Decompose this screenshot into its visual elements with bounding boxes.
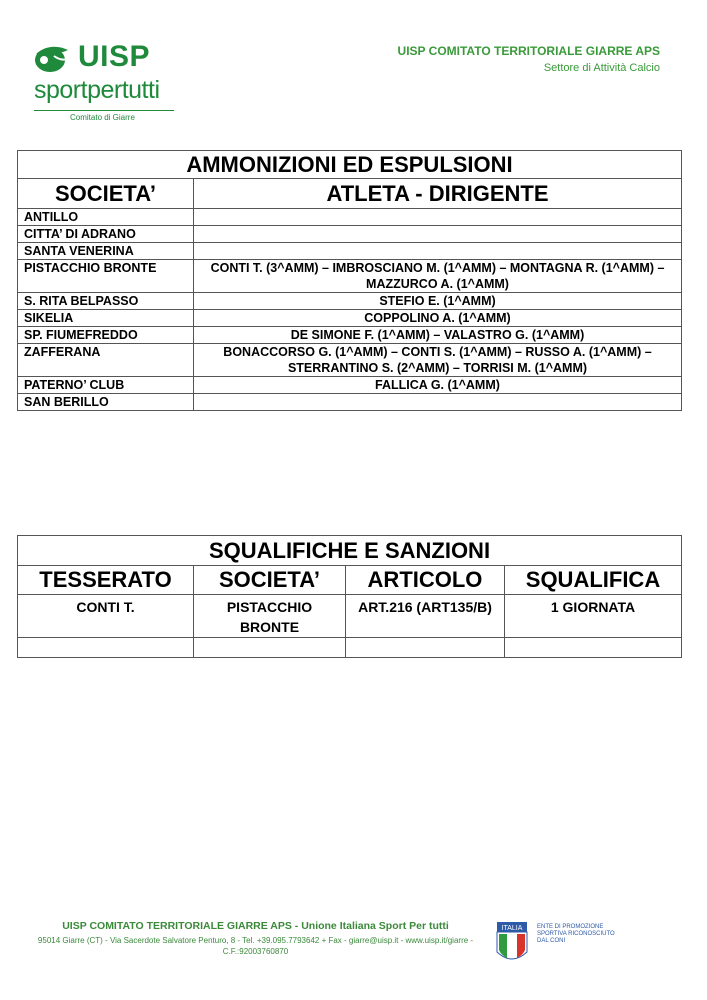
tesserato-cell <box>18 638 194 658</box>
atleta-cell: DE SIMONE F. (1^AMM) – VALASTRO G. (1^AMM) <box>194 327 682 344</box>
articolo-cell <box>346 638 505 658</box>
table-row <box>18 595 682 638</box>
col-header-societa: SOCIETA’ <box>18 179 194 209</box>
table-row <box>18 327 682 344</box>
col-header-atleta: ATLETA - DIRIGENTE <box>194 179 682 209</box>
col-header-squalifica: SQUALIFICA <box>505 566 682 595</box>
table-row <box>18 293 682 310</box>
ammonizioni-title: AMMONIZIONI ED ESPULSIONI <box>18 151 682 179</box>
logo-divider <box>34 110 174 111</box>
societa-cell: S. RITA BELPASSO <box>18 293 194 310</box>
atleta-cell <box>194 243 682 260</box>
societa-cell: PISTACCHIO BRONTE <box>194 595 346 638</box>
footer-title: UISP COMITATO TERRITORIALE GIARRE APS - Unione Italiana Sport Per tutti <box>62 920 449 932</box>
societa-cell: CITTA’ DI ADRANO <box>18 226 194 243</box>
footer-address: 95014 Giarre (CT) - Via Sacerdote Salvatore Penturo, 8 - Tel. +39.095.7793642 + Fax - giarre@uisp.it - www.uisp.it/giarre - C.F.:92003760870 <box>37 936 474 956</box>
logo-uisp-text: UISP <box>78 40 151 73</box>
uisp-logo <box>30 40 180 125</box>
atleta-cell: BONACCORSO G. (1^AMM) – CONTI S. (1^AMM) – RUSSO A. (1^AMM) – STERRANTINO S. (2^AMM) – TORRISI M. (1^AMM) <box>194 344 682 377</box>
table-row <box>18 243 682 260</box>
uisp-emblem-icon <box>30 40 76 76</box>
societa-cell: SANTA VENERINA <box>18 243 194 260</box>
ammonizioni-table <box>17 150 682 411</box>
logo-sport-text: sportpertutti <box>34 76 160 104</box>
squalifiche-title: SQUALIFICHE E SANZIONI <box>18 536 682 566</box>
table-row <box>18 394 682 411</box>
table-row <box>18 260 682 293</box>
table-row <box>18 209 682 226</box>
societa-cell: SP. FIUMEFREDDO <box>18 327 194 344</box>
table-row <box>18 344 682 377</box>
societa-cell <box>194 638 346 658</box>
header-subtitle: Settore di Attività Calcio <box>543 62 660 74</box>
atleta-cell: CONTI T. (3^AMM) – IMBROSCIANO M. (1^AMM) – MONTAGNA R. (1^AMM) – MAZZURCO A. (1^AMM) <box>194 260 682 293</box>
header-info <box>398 44 660 74</box>
articolo-cell: ART.216 (ART135/B) <box>346 595 505 638</box>
footer <box>28 920 483 957</box>
societa-cell: PATERNO’ CLUB <box>18 377 194 394</box>
squalifica-cell <box>505 638 682 658</box>
societa-cell: SAN BERILLO <box>18 394 194 411</box>
coni-label: ITALIA <box>501 925 523 932</box>
coni-shield-icon <box>495 920 531 968</box>
atleta-cell: FALLICA G. (1^AMM) <box>194 377 682 394</box>
societa-cell: SIKELIA <box>18 310 194 327</box>
table-row <box>18 638 682 658</box>
header-title: UISP COMITATO TERRITORIALE GIARRE APS <box>397 44 660 58</box>
atleta-cell: COPPOLINO A. (1^AMM) <box>194 310 682 327</box>
logo-comitato-text: Comitato di Giarre <box>70 113 135 122</box>
squalifica-cell: 1 GIORNATA <box>505 595 682 638</box>
societa-cell: ZAFFERANA <box>18 344 194 377</box>
coni-text: ENTE DI PROMOZIONE SPORTIVA RICONOSCIUTO DAL CONI <box>537 924 615 944</box>
table-row <box>18 226 682 243</box>
tesserato-cell: CONTI T. <box>18 595 194 638</box>
table-row <box>18 310 682 327</box>
societa-cell: ANTILLO <box>18 209 194 226</box>
atleta-cell <box>194 209 682 226</box>
atleta-cell <box>194 394 682 411</box>
societa-cell: PISTACCHIO BRONTE <box>18 260 194 293</box>
squalifiche-table <box>17 535 682 658</box>
coni-badge <box>495 920 625 970</box>
col-header-tesserato: TESSERATO <box>18 566 194 595</box>
col-header-societa: SOCIETA’ <box>194 566 346 595</box>
atleta-cell: STEFIO E. (1^AMM) <box>194 293 682 310</box>
table-row <box>18 377 682 394</box>
atleta-cell <box>194 226 682 243</box>
col-header-articolo: ARTICOLO <box>346 566 505 595</box>
